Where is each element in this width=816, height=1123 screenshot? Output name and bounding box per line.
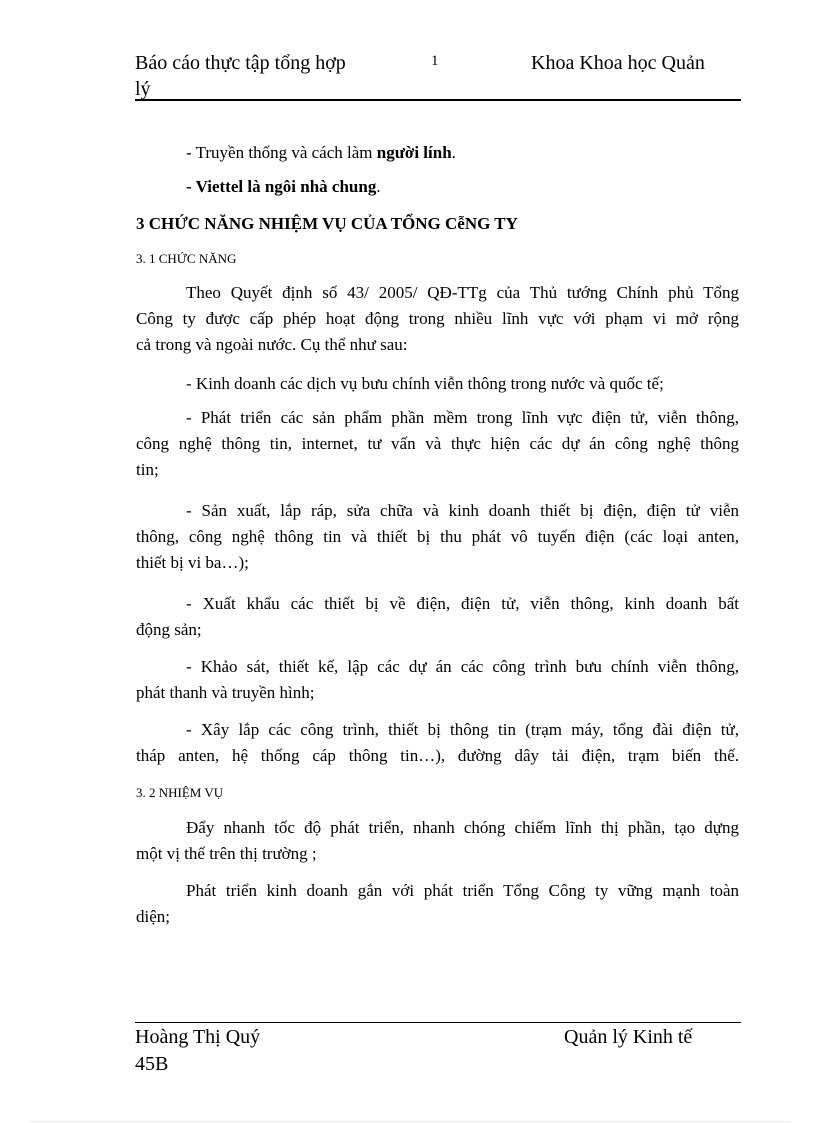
item-line: tin; — [136, 460, 159, 479]
para-line: Theo Quyết định số 43/ 2005/ QĐ-TTg của Thủ tướng Chính phủ Tổng — [186, 283, 739, 302]
footer-major: Quản lý Kinh tế — [564, 1026, 693, 1048]
item-line: một vị thế trên thị trường ; — [136, 844, 317, 863]
item-line: Đẩy nhanh tốc độ phát triển, nhanh chóng chiếm lĩnh thị phần, tạo dựng — [186, 818, 739, 837]
item-line: - Xây lắp các công trình, thiết bị thông tin (trạm máy, tổng đài điện tử, — [186, 720, 739, 739]
bullet-tradition-prefix: - Truyền thống và cách làm — [186, 143, 377, 162]
subheading-duties: 3. 2 NHIỆM VỤ — [136, 785, 224, 800]
bullet-viettel-bold: - Viettel là ngôi nhà chung — [186, 177, 377, 196]
footer-author: Hoàng Thị Quý — [135, 1026, 261, 1048]
item-line: động sản; — [136, 620, 202, 639]
item-line: Phát triển kinh doanh gắn với phát triển Tổng Công ty vững mạnh toàn — [186, 881, 739, 900]
item-line: công nghệ thông tin, internet, tư vấn và thực hiện các dự án công nghệ thông — [136, 434, 739, 453]
function-item-1 — [136, 371, 739, 397]
item-line: phát thanh và truyền hình; — [136, 683, 315, 702]
item-line: - Kinh doanh các dịch vụ bưu chính viễn thông trong nước và quốc tế; — [186, 374, 664, 393]
bullet-tradition-bold: người lính — [376, 143, 452, 162]
page-edge-divider — [30, 1121, 790, 1122]
section-title: 3 CHỨC NĂNG NHIỆM VỤ CỦA TỔNG CễNG TY — [136, 214, 518, 233]
item-line: - Sản xuất, lắp ráp, sửa chữa và kinh doanh thiết bị điện, điện tử viễn — [186, 501, 739, 520]
header-rule — [135, 99, 741, 101]
item-line: - Khảo sát, thiết kế, lập các dự án các công trình bưu chính viễn thông, — [186, 657, 739, 676]
bullet-viettel-home — [136, 174, 739, 200]
subheading-functions: 3. 1 CHỨC NĂNG — [136, 251, 237, 266]
bullet-tradition-suffix: . — [451, 143, 456, 162]
function-item-2 — [136, 405, 739, 483]
page-number: 1 — [431, 53, 439, 69]
bullet-tradition — [136, 140, 739, 166]
footer-rule — [135, 1022, 741, 1023]
item-line: - Phát triển các sản phẩm phần mềm trong lĩnh vực điện tử, viễn thông, — [186, 408, 739, 427]
header-title: Báo cáo thực tập tổng hợp — [135, 52, 346, 74]
item-line: thông, công nghệ thông tin và thiết bị thu phát vô tuyến điện (các loại anten, — [136, 527, 739, 546]
function-item-5 — [136, 654, 739, 706]
function-item-4 — [136, 591, 739, 643]
item-line: - Xuất khẩu các thiết bị về điện, điện tử, viễn thông, kinh doanh bất — [186, 594, 739, 613]
para-line: cả trong và ngoài nước. Cụ thể như sau: — [136, 335, 408, 354]
item-line: tháp anten, hệ thống cáp thông tin…), đường dây tải điện, trạm biến thế. — [136, 746, 739, 765]
para-line: Công ty được cấp phép hoạt động trong nhiều lĩnh vực với phạm vi mở rộng — [136, 309, 739, 328]
item-line: diện; — [136, 907, 170, 926]
functions-intro-paragraph — [136, 280, 739, 358]
duty-item-2 — [136, 878, 739, 930]
item-line: thiết bị vi ba…); — [136, 553, 249, 572]
function-item-6 — [136, 717, 739, 769]
bullet-viettel-suffix: . — [376, 177, 381, 196]
footer-class: 45B — [135, 1053, 169, 1075]
duty-item-1 — [136, 815, 739, 867]
header-title-continuation: lý — [135, 78, 151, 100]
function-item-3 — [136, 498, 739, 576]
header-department: Khoa Khoa học Quản — [531, 52, 705, 74]
